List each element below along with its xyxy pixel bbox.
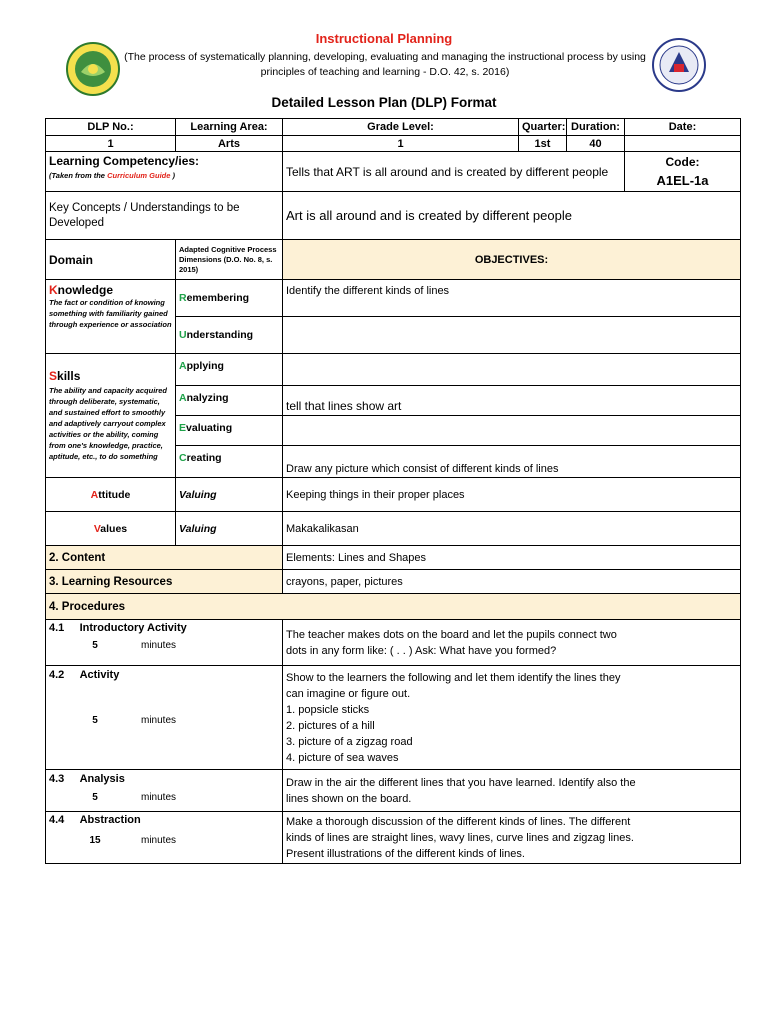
applying-level: Applying — [176, 354, 283, 386]
evaluating-level: Evaluating — [176, 416, 283, 446]
competency-text: Tells that ART is all around and is created by different people — [283, 152, 625, 192]
procedure-4-2-text: Show to the learners the following and let them identify the lines they can imagine or figure out. 1. popsicle sticks 2. pictures of a hill 3. picture of a zigzag road 4. picture of sea waves — [283, 666, 741, 770]
quarter-value: 1st — [519, 136, 567, 152]
creating-level: Creating — [176, 446, 283, 478]
procedure-4-1-text: The teacher makes dots on the board and let the pupils connect two dots in any form like: ( . . ) Ask: What have you formed? — [283, 620, 741, 666]
code-label: Code: — [665, 155, 700, 169]
procedure-4-3-heading: 4.3 Analysis — [49, 773, 125, 785]
content-text: Elements: Lines and Shapes — [283, 546, 741, 570]
duration-value: 40 — [567, 136, 625, 152]
competency-label: Learning Competency/ies: — [49, 154, 200, 168]
skills-title: Skills — [49, 369, 81, 383]
procedure-4-4-cell — [46, 812, 283, 864]
date-label: Date: — [625, 119, 741, 136]
values-level: Valuing — [176, 512, 283, 546]
procedure-4-3-text: Draw in the air the different lines that you have learned. Identify also the lines shown on the board. — [283, 770, 741, 812]
objectives-header: OBJECTIVES: — [283, 240, 741, 280]
procedure-4-1-heading: 4.1 Introductory Activity — [49, 622, 187, 634]
understanding-level: Understanding — [176, 317, 283, 354]
knowledge-title: Knowledge — [49, 283, 114, 297]
form-title: Detailed Lesson Plan (DLP) Format — [271, 95, 497, 110]
grade-level-label: Grade Level: — [283, 119, 519, 136]
understanding-objective — [283, 317, 741, 354]
domain-header: Domain — [46, 240, 176, 280]
competency-label-cell — [46, 152, 283, 192]
page-header-title: Instructional Planning — [315, 31, 453, 46]
analyzing-objective: tell that lines show art — [283, 386, 741, 416]
key-concepts-label: Key Concepts / Understandings to be Developed — [46, 192, 283, 240]
values-objective: Makakalikasan — [283, 512, 741, 546]
attitude-domain: Attitude — [46, 478, 176, 512]
remembering-level: Remembering — [176, 280, 283, 317]
quarter-label: Quarter: — [519, 119, 567, 136]
resources-label: 3. Learning Resources — [46, 570, 283, 594]
procedures-label: 4. Procedures — [46, 594, 741, 620]
resources-text: crayons, paper, pictures — [283, 570, 741, 594]
page-header-subtitle: (The process of systematically planning, developing, evaluating and managing the instructional process by using principles of teaching and learning - D.O. 42, s. 2016) — [124, 51, 646, 78]
values-domain: Values — [46, 512, 176, 546]
procedure-4-3-cell — [46, 770, 283, 812]
dlp-no-value: 1 — [46, 136, 176, 152]
procedure-4-2-cell — [46, 666, 283, 770]
attitude-level: Valuing — [176, 478, 283, 512]
applying-objective — [283, 354, 741, 386]
date-value — [625, 136, 741, 152]
key-concepts-text: Art is all around and is created by different people — [283, 192, 741, 240]
content-label: 2. Content — [46, 546, 283, 570]
code-value: A1EL-1a — [656, 173, 709, 188]
procedure-4-1-time: 5 minutes — [92, 640, 177, 651]
grade-level-value: 1 — [283, 136, 519, 152]
learning-area-value: Arts — [176, 136, 283, 152]
dimensions-header: Adapted Cognitive Process Dimensions (D.O. No. 8, s. 2015) — [176, 240, 283, 280]
procedure-4-2-time: 5 minutes — [92, 715, 177, 726]
analyzing-level: Analyzing — [176, 386, 283, 416]
school-seal-logo — [66, 42, 120, 96]
learning-area-label: Learning Area: — [176, 119, 283, 136]
knowledge-desc: The fact or condition of knowing something with familiarity gained through experience or association — [49, 298, 172, 329]
creating-objective: Draw any picture which consist of different kinds of lines — [283, 446, 741, 478]
duration-label: Duration: — [567, 119, 625, 136]
procedure-4-2-heading: 4.2 Activity — [49, 669, 120, 681]
attitude-objective: Keeping things in their proper places — [283, 478, 741, 512]
procedure-4-4-time: 15 minutes — [89, 835, 177, 846]
deped-seal-logo — [652, 38, 706, 92]
dlp-no-label: DLP No.: — [46, 119, 176, 136]
competency-note: (Taken from the Curriculum Guide ) — [49, 171, 176, 180]
lesson-plan-table — [45, 118, 741, 864]
procedure-4-3-time: 5 minutes — [92, 792, 177, 803]
remembering-objective: Identify the different kinds of lines — [283, 280, 741, 317]
skills-cell — [46, 354, 176, 478]
code-cell — [625, 152, 741, 192]
procedure-4-1-cell — [46, 620, 283, 666]
evaluating-objective — [283, 416, 741, 446]
procedure-4-4-text: Make a thorough discussion of the different kinds of lines. The different kinds of lines are straight lines, wavy lines, curve lines and zigzag lines. Present illustrations of the different kinds of lines. — [283, 812, 741, 864]
knowledge-cell — [46, 280, 176, 354]
skills-desc: The ability and capacity acquired through deliberate, systematic, and sustained effort to smoothly and adaptively carryout complex activities or the ability, coming from one's knowledge, practice, aptitude, etc., to do something — [49, 386, 167, 461]
procedure-4-4-heading: 4.4 Abstraction — [49, 814, 141, 826]
